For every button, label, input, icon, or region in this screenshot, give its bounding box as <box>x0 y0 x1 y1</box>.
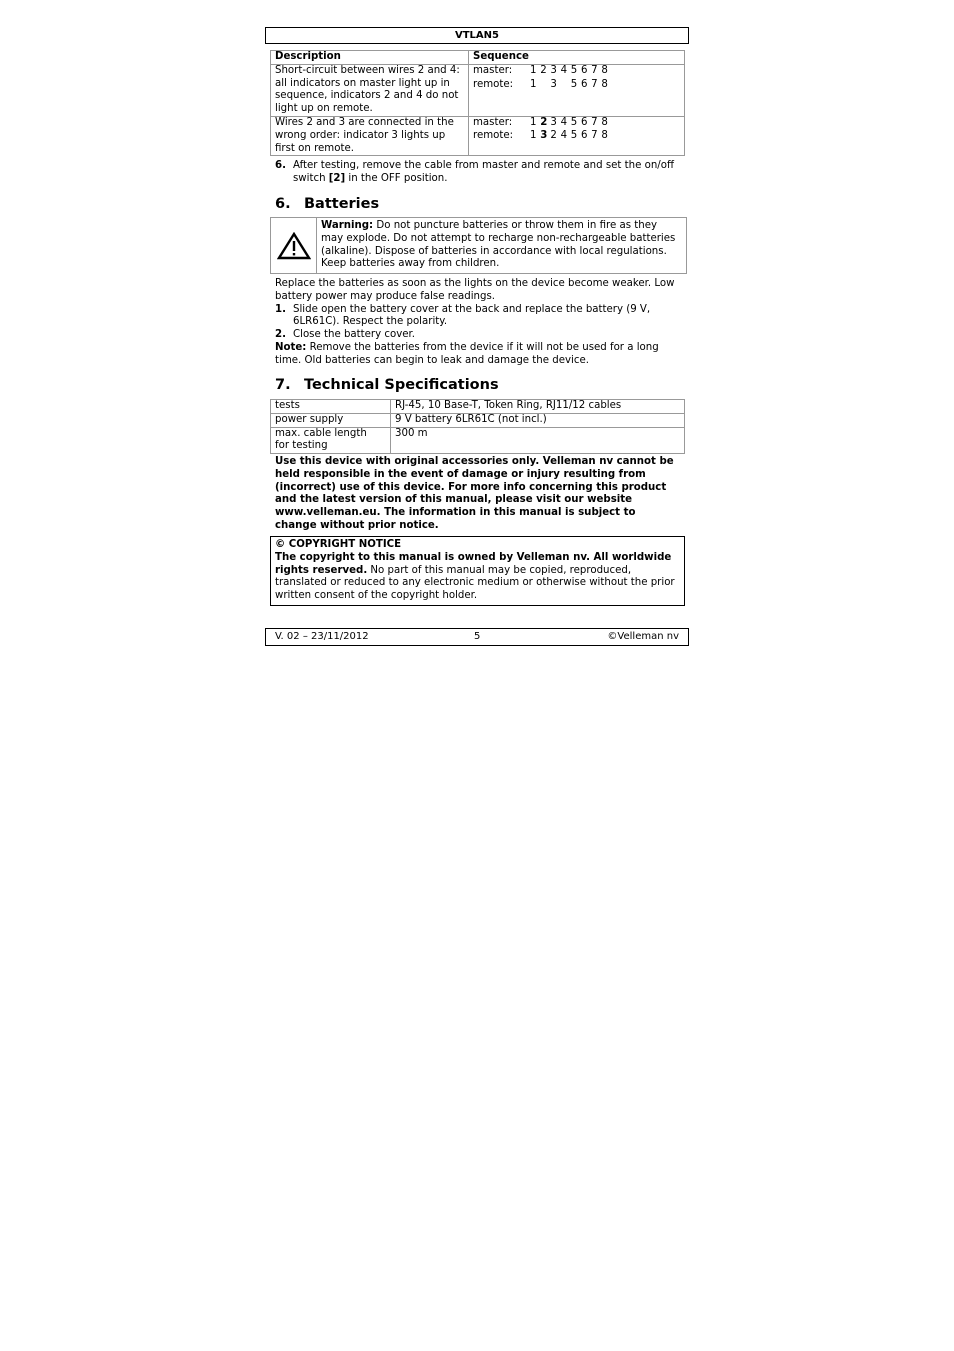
table-header-row <box>271 51 685 65</box>
battery-note: Note: Remove the batteries from the device if it will not be used for a long time. Old batteries can begin to leak and damage the device. <box>275 341 659 366</box>
column-header-description: Description <box>271 51 469 65</box>
sequence-table <box>270 50 685 156</box>
master-sequence: master: 1 2 3 4 5 6 7 8 <box>473 116 608 128</box>
battery-intro: Replace the batteries as soon as the lights on the device become weaker. Low battery power may produce false readings. <box>275 278 675 302</box>
table-row <box>271 413 685 427</box>
page-footer <box>265 628 689 646</box>
list-item: 2. Close the battery cover. <box>275 329 415 341</box>
row-sequence <box>469 116 685 155</box>
disclaimer-text: Use this device with original accessories only. Velleman nv cannot be held responsible in the event of damage or injury resulting from (incorrect) use of this device. For more info concerning this product and the latest version of this manual, please visit our website www.velleman.eu. The information in this manual is subject to change without prior notice. <box>275 456 674 531</box>
remote-sequence: remote: 1 3 2 4 5 6 7 8 <box>473 129 608 141</box>
remote-sequence: remote: 1 3 5 6 7 8 <box>473 78 608 90</box>
row-description: Short-circuit between wires 2 and 4: all indicators on master light up in sequence, indicators 2 and 4 do not light up on remote. <box>271 64 469 116</box>
specs-section-heading <box>275 376 690 394</box>
list-item: 1. Slide open the battery cover at the back and replace the battery (9 V, 6LR61C). Respect the polarity. <box>275 303 651 328</box>
warning-text: Warning: Do not puncture batteries or throw them in fire as they may explode. Do not attempt to recharge non-rechargeable batteries (alkaline). Dispose of batteries in accordance with local regulations. Keep batteries away from children. <box>321 220 676 270</box>
spec-value: RJ-45, 10 Base-T, Token Ring, RJ11/12 cables <box>391 400 685 414</box>
switch-reference: [2] <box>328 172 346 184</box>
column-header-sequence: Sequence <box>469 51 685 65</box>
row-sequence <box>469 64 685 116</box>
warning-triangle-icon <box>271 218 317 273</box>
spec-label: tests <box>271 400 391 414</box>
document-header <box>265 27 689 44</box>
table-row <box>271 64 685 116</box>
spec-label: power supply <box>271 413 391 427</box>
specs-table <box>270 399 685 454</box>
section-heading: 7. Technical Specifications <box>275 377 499 393</box>
master-sequence: master: 1 2 3 4 5 6 7 8 <box>473 64 608 76</box>
disclaimer <box>275 456 680 533</box>
footer-version: V. 02 – 23/11/2012 <box>275 631 369 642</box>
copyright-text: The copyright to this manual is owned by Velleman nv. All worldwide rights reserved. No part of this manual may be copied, reproduced, translated or reduced to any electronic medium or otherwise without the prior written consent of the copyright holder. <box>275 551 675 602</box>
battery-instructions <box>275 278 680 368</box>
table-row <box>271 116 685 155</box>
spec-label: max. cable length for testing <box>271 427 391 454</box>
copyright-title: © COPYRIGHT NOTICE <box>275 539 402 550</box>
specs-table-section <box>270 399 685 454</box>
batteries-section-heading <box>275 195 690 213</box>
copyright-notice-box <box>270 536 685 606</box>
section-heading: 6. Batteries <box>275 196 380 212</box>
list-item: 6. After testing, remove the cable from master and remote and set the on/off switch [2] in the OFF position. <box>275 160 674 184</box>
step-6 <box>275 160 680 186</box>
table-row <box>271 400 685 414</box>
footer-company: ©Velleman nv <box>607 631 679 642</box>
table-row <box>271 427 685 454</box>
spec-value: 9 V battery 6LR61C (not incl.) <box>391 413 685 427</box>
battery-warning-box <box>270 217 687 274</box>
page-number: 5 <box>474 631 481 642</box>
product-code: VTLAN5 <box>455 30 499 41</box>
spec-value: 300 m <box>391 427 685 454</box>
row-description: Wires 2 and 3 are connected in the wrong order: indicator 3 lights up first on remote. <box>271 116 469 155</box>
sequence-table-section <box>270 50 685 156</box>
